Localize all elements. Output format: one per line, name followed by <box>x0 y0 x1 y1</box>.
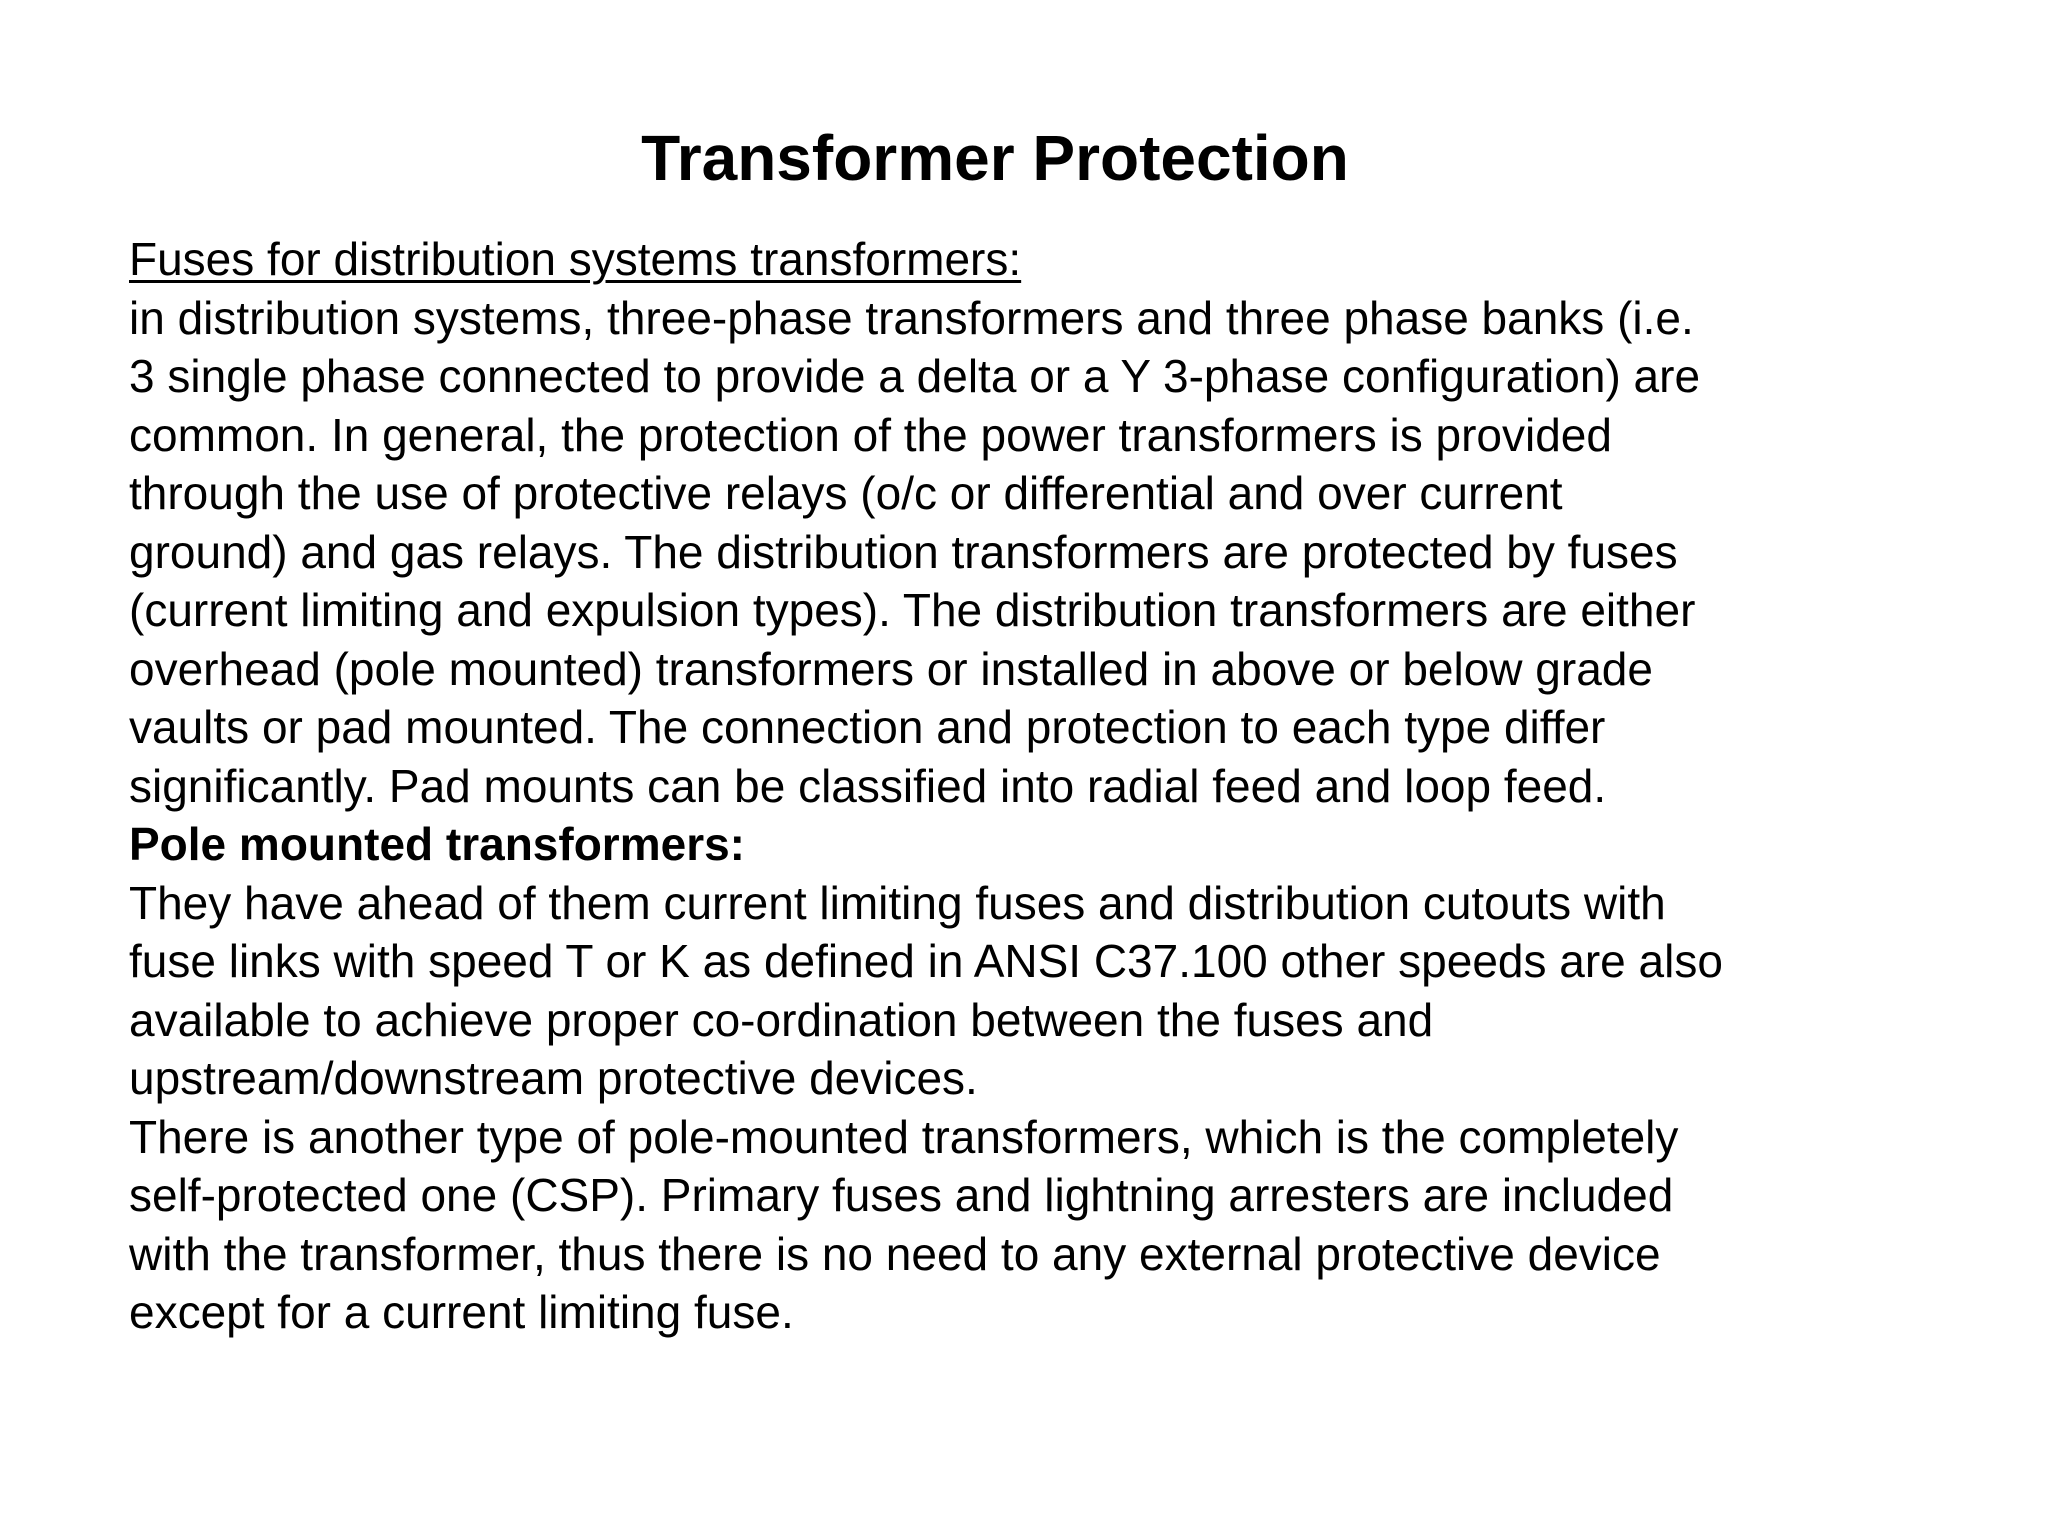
body-line: upstream/downstream protective devices. <box>129 1052 978 1104</box>
section-heading-pole-mounted: Pole mounted transformers: <box>129 818 745 870</box>
page-title: Transformer Protection <box>641 122 1349 194</box>
body-line: through the use of protective relays (o/c or differential and over current <box>129 467 1563 519</box>
body-line: (current limiting and expulsion types). The distribution transformers are either <box>129 584 1696 636</box>
body-line: They have ahead of them current limiting fuses and distribution cutouts with <box>129 876 1666 929</box>
body-line: vaults or pad mounted. The connection and protection to each type differ <box>129 701 1606 753</box>
body-line: fuse links with speed T or K as defined in ANSI C37.100 other speeds are also <box>129 935 1723 987</box>
body-line: except for a current limiting fuse. <box>129 1286 794 1338</box>
body-line: common. In general, the protection of the power transformers is provided <box>129 408 1612 461</box>
body-line: overhead (pole mounted) transformers or installed in above or below grade <box>129 642 1653 695</box>
body-line: in distribution systems, three-phase transformers and three phase banks (i.e. <box>129 291 1694 344</box>
body-line: significantly. Pad mounts can be classified into radial feed and loop feed. <box>129 759 1607 812</box>
body-line: 3 single phase connected to provide a delta or a Y 3-phase configuration) are <box>129 350 1701 402</box>
body-line: ground) and gas relays. The distribution transformers are protected by fuses <box>129 525 1678 578</box>
section-heading-fuses: Fuses for distribution systems transformers: <box>129 233 1022 285</box>
body-line: There is another type of pole-mounted transformers, which is the completely <box>129 1110 1679 1163</box>
body-line: self-protected one (CSP). Primary fuses and lightning arresters are included <box>129 1169 1674 1221</box>
body-line: available to achieve proper co-ordination between the fuses and <box>129 993 1434 1046</box>
slide-body <box>129 230 1989 1342</box>
body-line: with the transformer, thus there is no need to any external protective device <box>129 1227 1661 1280</box>
